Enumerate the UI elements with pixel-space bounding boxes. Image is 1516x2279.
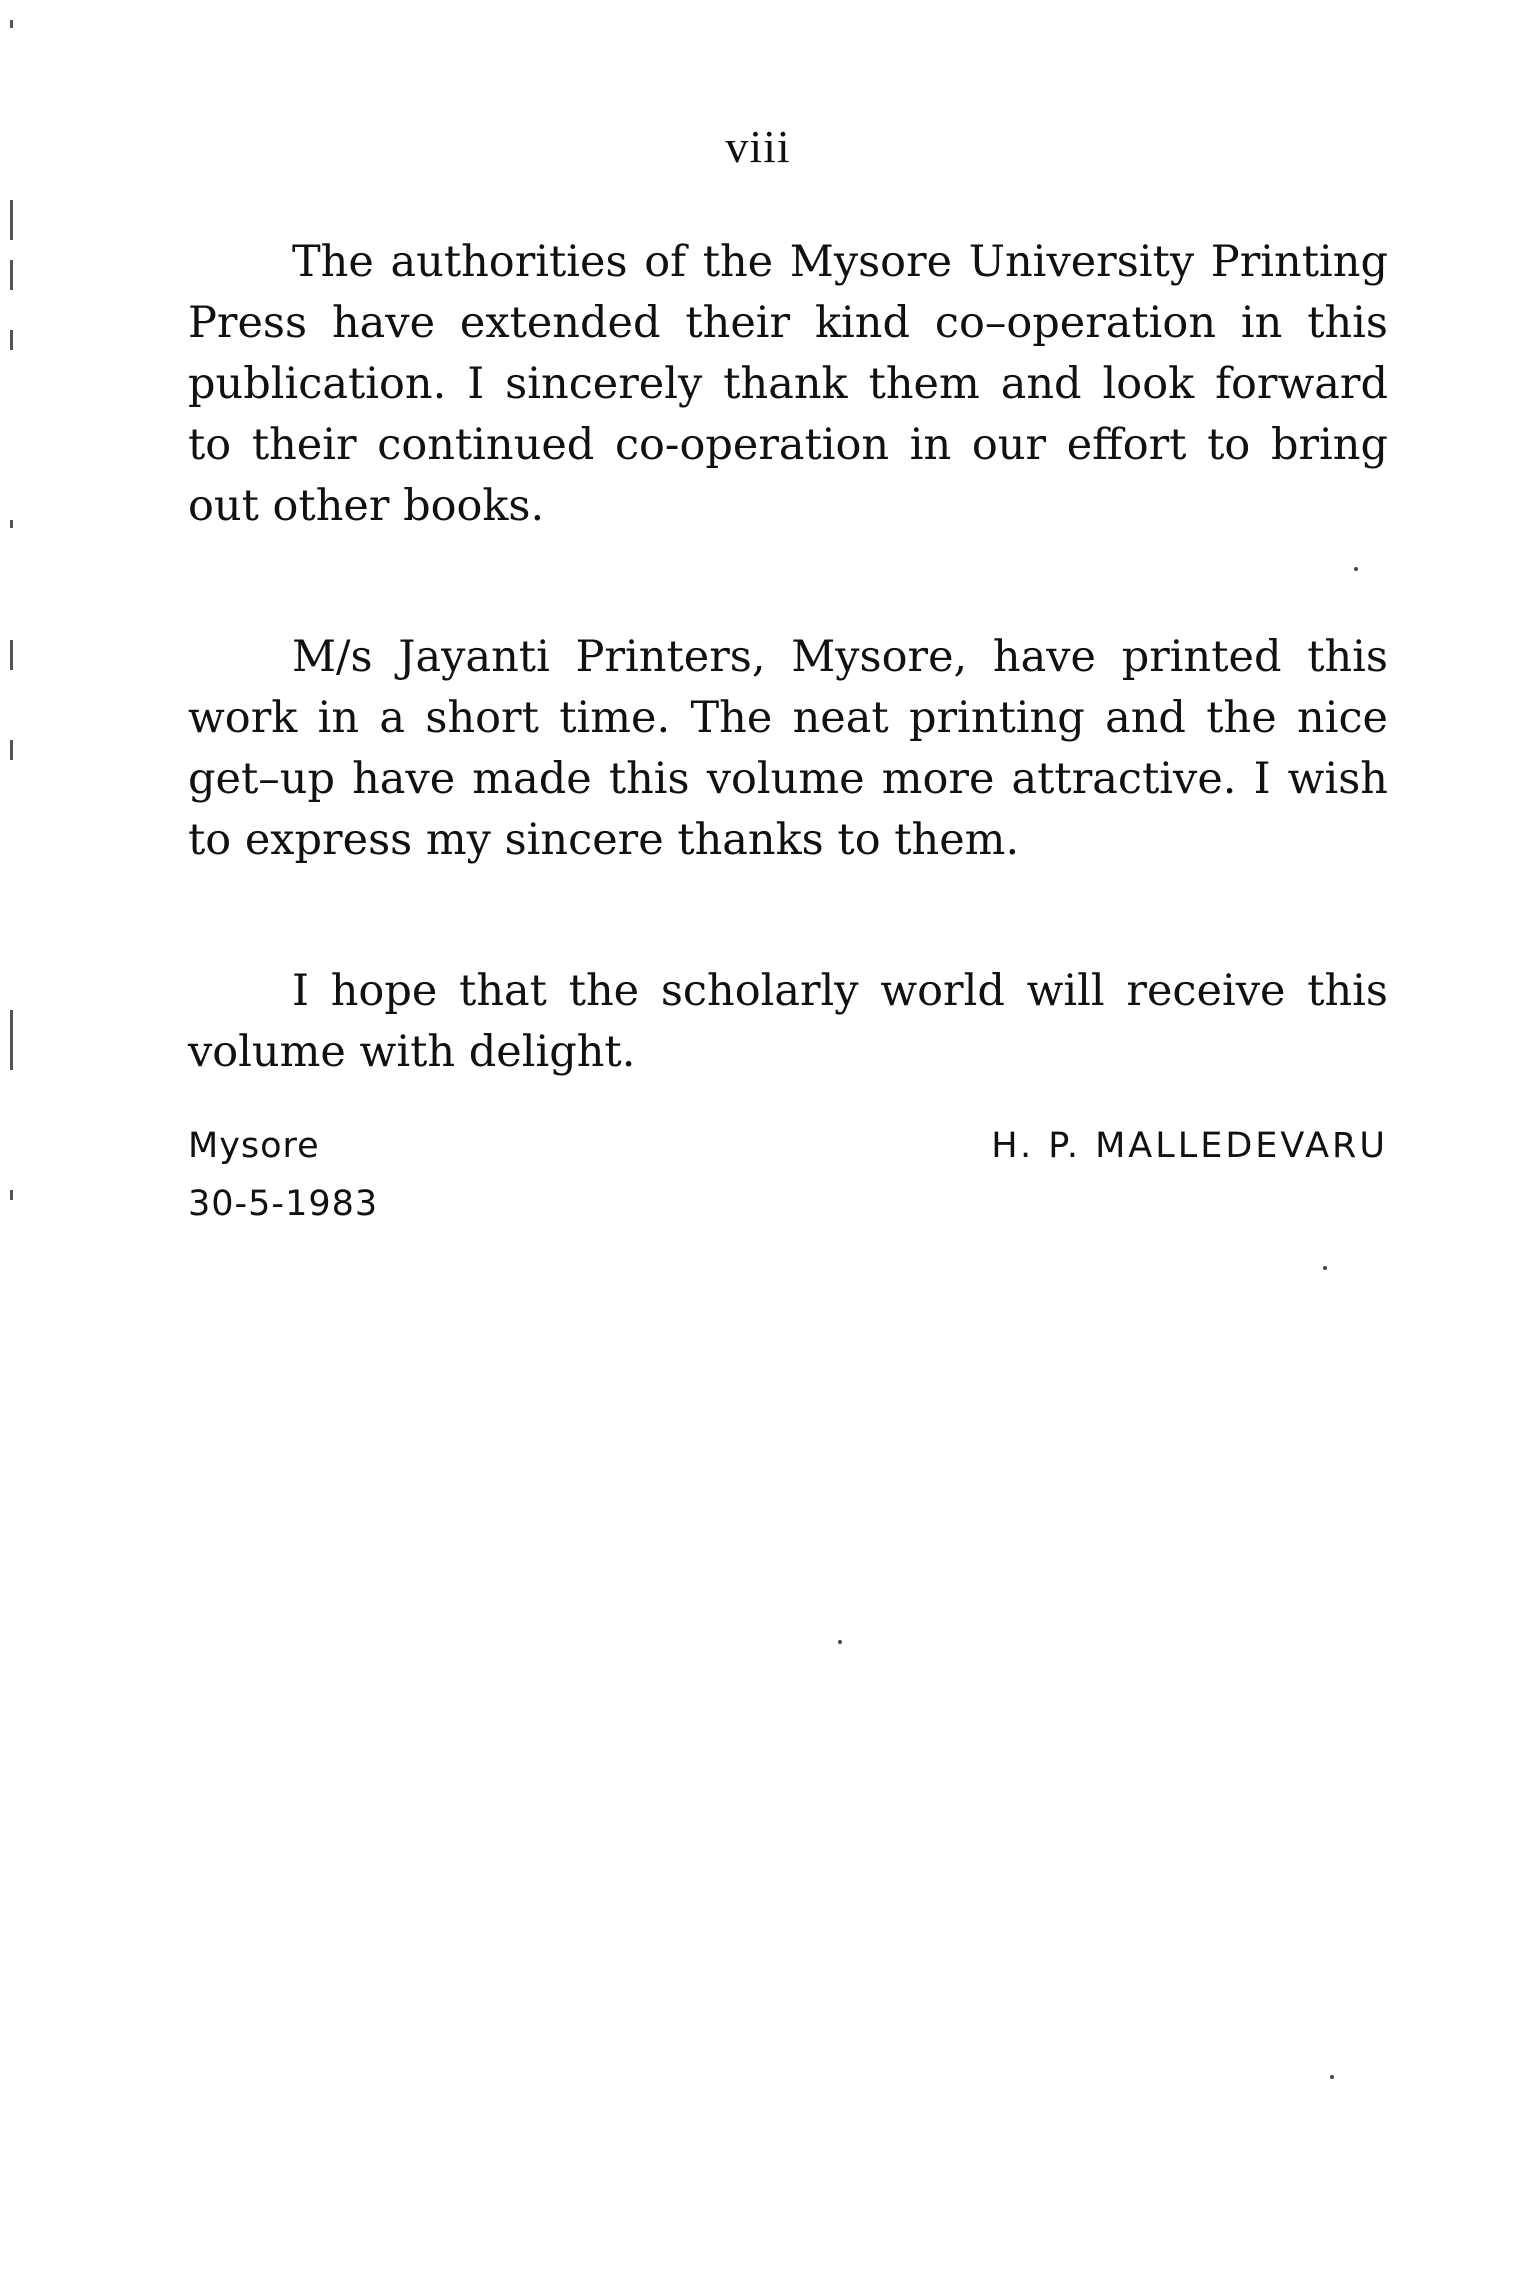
left-margin-scan-marks [0,0,30,1300]
author-name: H. P. MALLEDEVARU [991,1126,1388,1166]
page-number: viii [725,121,791,172]
place-text: Mysore [188,1126,320,1166]
acknowledgement-body [188,232,1388,1083]
paragraph-printing-press: The authorities of the Mysore University Printing Press have extended their kind co–operation in this publication. I sincerely thank them and look forward to their continued co-operation in our effort to bring out other books. [188,237,1388,531]
date-text: 30-5-1983 [188,1184,379,1224]
place-date-block [188,1117,378,1233]
scan-speck [838,1640,842,1644]
paragraph-jayanti-printers: M/s Jayanti Printers, Mysore, have printed this work in a short time. The neat printing and the nice get–up have made this volume more attractive. I wish to express my sincere thanks to them. [188,632,1388,865]
scan-speck [1330,2075,1334,2079]
paragraph-closing-hope: I hope that the scholarly world will receive this volume with delight. [188,966,1388,1077]
scan-speck [1323,1266,1327,1270]
